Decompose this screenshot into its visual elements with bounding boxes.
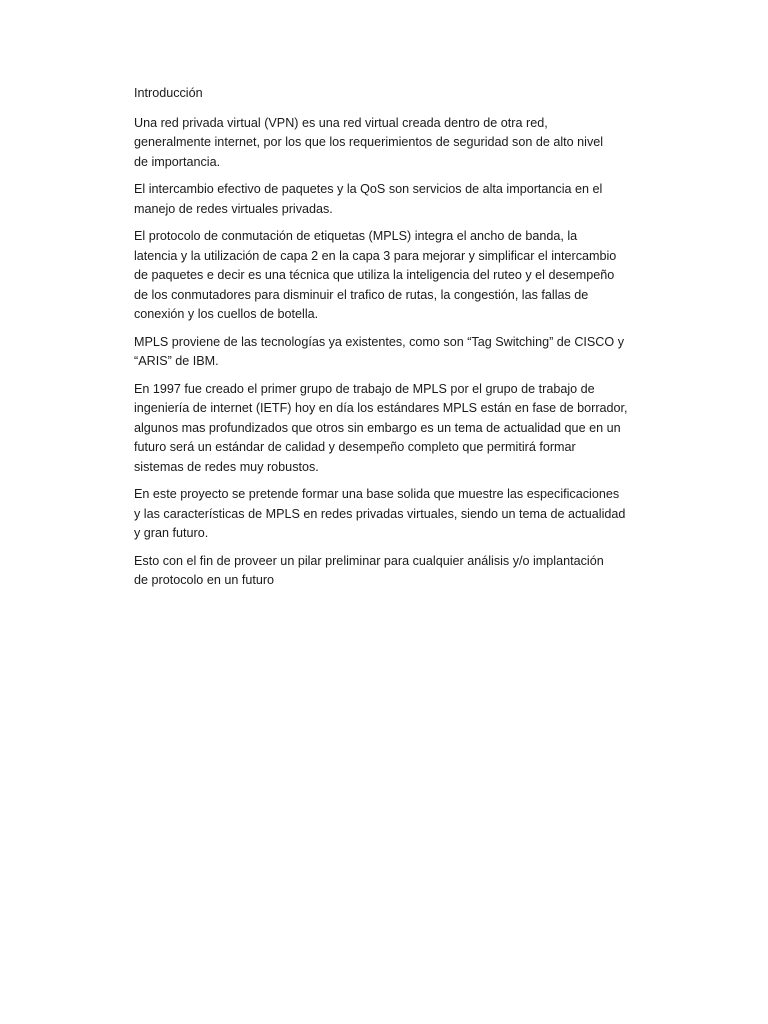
paragraph-purpose: Esto con el fin de proveer un pilar preliminar para cualquier análisis y/o implantación de protocolo en un futuro <box>134 553 604 587</box>
document-page <box>134 84 644 599</box>
paragraph-project-goal: En este proyecto se pretende formar una base solida que muestre las especificaciones y las características de MPLS en redes privadas virtuales, siendo un tema de actualidad y gran futuro. <box>134 487 626 540</box>
paragraph-vpn-definition: Una red privada virtual (VPN) es una red virtual creada dentro de otra red, generalmente internet, por los que los requerimientos de seguridad son de alto nivel de importancia. <box>134 115 604 169</box>
section-heading: Introducción <box>134 86 203 100</box>
paragraph-mpls-origins: MPLS proviene de las tecnologías ya existentes, como son “Tag Switching” de CISCO y “ARIS” de IBM. <box>134 334 624 368</box>
paragraph-qos: El intercambio efectivo de paquetes y la QoS son servicios de alta importancia en el manejo de redes virtuales privadas. <box>134 182 603 216</box>
paragraph-ietf-history: En 1997 fue creado el primer grupo de trabajo de MPLS por el grupo de trabajo de ingeniería de internet (IETF) hoy en día los estándares MPLS están en fase de borrador, algunos mas profundizados que otros sin embargo es un tema de actualidad que en un futuro será un estándar de calidad y desempeño completo que permitirá formar sistemas de redes muy robustos. <box>134 381 628 474</box>
paragraph-mpls-protocol: El protocolo de conmutación de etiquetas (MPLS) integra el ancho de banda, la latencia y la utilización de capa 2 en la capa 3 para mejorar y simplificar el intercambio de paquetes e decir es una técnica que utiliza la inteligencia del ruteo y el desempeño de los conmutadores para disminuir el trafico de rutas, la congestión, las fallas de conexión y los cuellos de botella. <box>134 229 617 321</box>
